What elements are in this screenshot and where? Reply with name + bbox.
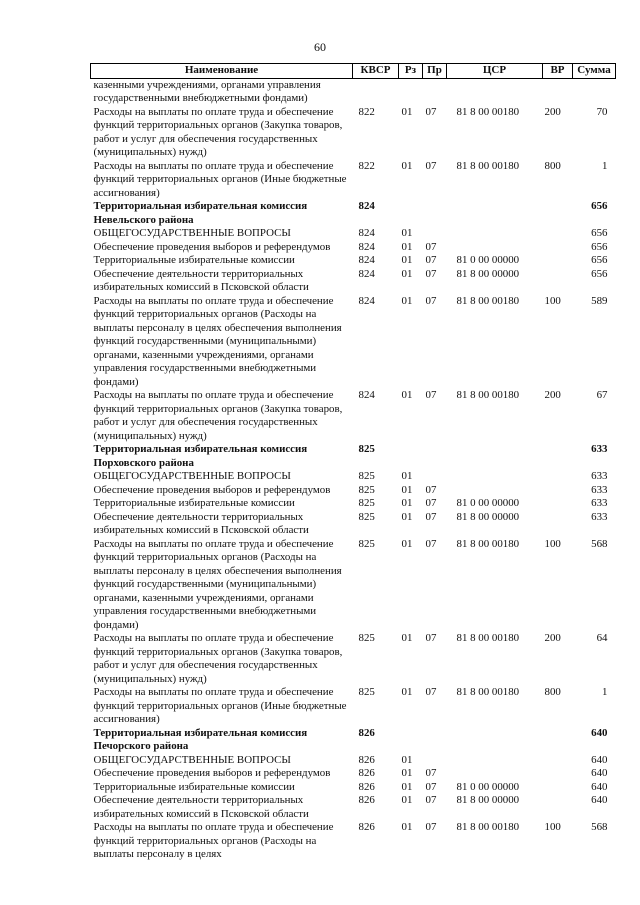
cell-vr: 200 <box>544 105 561 118</box>
header-row <box>91 64 616 79</box>
cell-csr: 81 8 00 00180 <box>456 294 520 307</box>
cell-name: Территориальные избирательные комиссии <box>93 780 295 793</box>
table-header <box>91 64 616 79</box>
cell-sum: 640 <box>591 767 608 779</box>
cell-name: ОБЩЕГОСУДАРСТВЕННЫЕ ВОПРОСЫ <box>93 470 291 482</box>
cell-csr: 81 0 00 00000 <box>456 254 520 266</box>
cell-sum: 640 <box>591 726 608 739</box>
cell-name: ОБЩЕГОСУДАРСТВЕННЫЕ ВОПРОСЫ <box>93 753 291 766</box>
cell-pr: 07 <box>425 821 437 833</box>
cell-csr <box>447 470 543 484</box>
table-row <box>91 295 616 390</box>
cell-vr <box>543 268 573 295</box>
table-row <box>91 389 616 443</box>
cell-csr: 81 8 00 00180 <box>456 632 520 644</box>
cell-name: Обеспечение проведения выборов и референдумов <box>93 240 331 253</box>
cell-kvsr: 826 <box>358 726 375 739</box>
cell-csr: 81 0 00 00000 <box>456 497 520 509</box>
cell-csr <box>447 484 543 498</box>
cell-vr <box>543 254 573 268</box>
cell-kvsr: 825 <box>358 443 375 455</box>
cell-kvsr: 826 <box>358 767 375 779</box>
cell-csr: 81 8 00 00000 <box>456 267 520 280</box>
cell-csr <box>447 754 543 768</box>
cell-csr <box>447 78 543 106</box>
cell-rz: 01 <box>401 497 413 509</box>
cell-vr: 200 <box>544 389 561 401</box>
table-row <box>91 497 616 511</box>
table-row <box>91 227 616 241</box>
table-row <box>91 268 616 295</box>
cell-rz: 01 <box>401 240 413 253</box>
table-row <box>91 754 616 768</box>
cell-name: Расходы на выплаты по оплате труда и обеспечение функций территориальных органов (Расходы на выплаты персоналу в целях обеспечения выполнения функций государственными (муниципальными) органами, казенными учреждениями, органами управления государственными внебюджетными фондами) <box>93 294 342 388</box>
cell-rz: 01 <box>401 294 413 307</box>
cell-rz: 01 <box>401 686 413 698</box>
header-csr: ЦСР <box>447 64 543 79</box>
cell-rz: 01 <box>401 227 413 239</box>
cell-vr: 100 <box>544 537 561 550</box>
cell-kvsr: 824 <box>358 227 375 239</box>
cell-vr <box>543 767 573 781</box>
cell-rz: 01 <box>401 389 413 401</box>
header-name: Наименование <box>91 64 353 79</box>
cell-rz <box>399 200 423 227</box>
table-row <box>91 443 616 470</box>
table-row <box>91 241 616 255</box>
table-row <box>91 484 616 498</box>
cell-rz: 01 <box>401 470 413 482</box>
cell-pr: 07 <box>425 686 437 698</box>
table-row <box>91 160 616 201</box>
cell-vr <box>543 781 573 795</box>
cell-vr <box>543 754 573 768</box>
table-row <box>91 781 616 795</box>
cell-name: Расходы на выплаты по оплате труда и обеспечение функций территориальных органов (Расходы на выплаты персоналу в целях <box>93 821 334 860</box>
table-row <box>91 632 616 686</box>
cell-csr <box>447 767 543 781</box>
cell-name: Территориальные избирательные комиссии <box>93 497 295 509</box>
cell-sum: 633 <box>591 483 608 496</box>
cell-vr: 800 <box>544 159 561 172</box>
cell-pr: 07 <box>425 105 437 118</box>
table-row <box>91 538 616 633</box>
cell-vr <box>543 511 573 538</box>
cell-vr: 800 <box>544 686 561 698</box>
cell-csr: 81 8 00 00180 <box>456 159 520 172</box>
cell-name: Обеспечение деятельности территориальных избирательных комиссий в Псковской области <box>93 267 309 293</box>
table-row <box>91 106 616 160</box>
cell-rz: 01 <box>401 254 413 266</box>
cell-csr: 81 8 00 00180 <box>456 686 520 698</box>
cell-vr <box>543 78 573 106</box>
table-row <box>91 254 616 268</box>
cell-sum: 64 <box>596 632 608 644</box>
cell-kvsr: 825 <box>358 686 375 698</box>
cell-kvsr: 826 <box>358 753 375 766</box>
cell-csr: 81 8 00 00180 <box>456 537 520 550</box>
cell-csr: 81 8 00 00000 <box>456 794 520 806</box>
cell-rz: 01 <box>401 537 413 550</box>
cell-vr <box>543 497 573 511</box>
cell-kvsr: 825 <box>358 632 375 644</box>
cell-pr: 07 <box>425 767 437 779</box>
cell-kvsr: 824 <box>358 240 375 253</box>
cell-name: казенными учреждениями, органами управления государственными внебюджетными фондами) <box>93 78 321 104</box>
cell-pr: 07 <box>425 632 437 644</box>
cell-vr: 100 <box>544 821 561 833</box>
cell-kvsr: 824 <box>358 389 375 401</box>
table-row <box>91 686 616 727</box>
cell-sum: 640 <box>591 794 608 806</box>
table-row <box>91 767 616 781</box>
cell-name: Расходы на выплаты по оплате труда и обеспечение функций территориальных органов (Закупка товаров, работ и услуг для обеспечения государственных (муниципальных) нужд) <box>93 389 343 442</box>
cell-rz: 01 <box>401 632 413 644</box>
cell-sum: 1 <box>602 159 608 172</box>
cell-sum: 640 <box>591 753 608 766</box>
cell-sum <box>573 78 616 106</box>
table-row <box>91 727 616 754</box>
cell-pr <box>423 227 447 241</box>
cell-vr <box>543 200 573 227</box>
cell-sum: 656 <box>591 254 608 266</box>
cell-kvsr: 825 <box>358 470 375 482</box>
cell-kvsr: 822 <box>358 105 375 118</box>
cell-name: Расходы на выплаты по оплате труда и обеспечение функций территориальных органов (Расходы на выплаты персоналу в целях обеспечения выполнения функций государственными (муниципальными) органами, казенными учреждениями, органами управления государственными внебюджетными фондами) <box>93 537 342 631</box>
cell-rz: 01 <box>401 483 413 496</box>
cell-pr <box>423 754 447 768</box>
cell-vr: 100 <box>544 294 561 307</box>
cell-vr <box>543 443 573 470</box>
table-row <box>91 511 616 538</box>
cell-sum: 633 <box>591 443 608 455</box>
cell-pr <box>423 78 447 106</box>
cell-name: Территориальная избирательная комиссия Невельского района <box>93 200 308 226</box>
cell-csr <box>447 227 543 241</box>
cell-name: Обеспечение деятельности территориальных избирательных комиссий в Псковской области <box>93 794 309 820</box>
header-kvsr: КВСР <box>353 64 399 79</box>
cell-kvsr: 825 <box>358 537 375 550</box>
cell-rz: 01 <box>401 267 413 280</box>
cell-pr: 07 <box>425 254 437 266</box>
cell-pr: 07 <box>425 497 437 509</box>
cell-name: Расходы на выплаты по оплате труда и обеспечение функций территориальных органов (Закупка товаров, работ и услуг для обеспечения государственных (муниципальных) нужд) <box>93 105 343 158</box>
cell-csr: 81 8 00 00000 <box>456 510 520 523</box>
table-row <box>91 821 616 862</box>
cell-pr: 07 <box>425 240 437 253</box>
header-vr: ВР <box>543 64 573 79</box>
page-number: 60 <box>314 40 326 54</box>
cell-sum: 67 <box>596 389 608 401</box>
cell-rz <box>399 443 423 470</box>
cell-name: Территориальные избирательные комиссии <box>93 254 295 266</box>
cell-kvsr: 826 <box>358 794 375 806</box>
cell-sum: 568 <box>591 537 608 550</box>
cell-sum: 589 <box>591 294 608 307</box>
cell-vr: 200 <box>544 632 561 644</box>
cell-rz: 01 <box>401 105 413 118</box>
cell-rz: 01 <box>401 794 413 806</box>
cell-pr: 07 <box>425 159 437 172</box>
cell-vr <box>543 484 573 498</box>
cell-pr <box>423 470 447 484</box>
cell-kvsr: 825 <box>358 483 375 496</box>
cell-kvsr: 824 <box>358 267 375 280</box>
cell-pr <box>423 443 447 470</box>
cell-vr <box>543 227 573 241</box>
cell-csr <box>447 443 543 470</box>
cell-name: Территориальная избирательная комиссия Порховского района <box>93 443 308 469</box>
cell-kvsr: 825 <box>358 510 375 523</box>
table-body <box>91 78 616 862</box>
cell-sum: 633 <box>591 510 608 523</box>
cell-rz: 01 <box>401 159 413 172</box>
cell-sum: 656 <box>591 200 608 212</box>
cell-rz: 01 <box>401 753 413 766</box>
cell-sum: 640 <box>591 780 608 793</box>
cell-pr <box>423 727 447 754</box>
cell-pr: 07 <box>425 780 437 793</box>
cell-vr <box>543 727 573 754</box>
cell-pr: 07 <box>425 794 437 806</box>
cell-vr <box>543 470 573 484</box>
table-row <box>91 78 616 106</box>
header-pr: Пр <box>423 64 447 79</box>
cell-name: Территориальная избирательная комиссия Печорского района <box>93 726 308 752</box>
cell-csr: 81 8 00 00180 <box>456 821 520 833</box>
cell-pr: 07 <box>425 294 437 307</box>
cell-pr <box>423 200 447 227</box>
cell-sum: 633 <box>591 470 608 482</box>
cell-sum: 568 <box>591 821 608 833</box>
cell-kvsr: 824 <box>358 294 375 307</box>
cell-kvsr: 826 <box>358 821 375 833</box>
cell-name: Расходы на выплаты по оплате труда и обеспечение функций территориальных органов (Иные бюджетные ассигнования) <box>93 686 347 725</box>
table-row <box>91 200 616 227</box>
cell-csr <box>447 727 543 754</box>
cell-csr <box>447 241 543 255</box>
cell-rz <box>399 78 423 106</box>
cell-pr: 07 <box>425 389 437 401</box>
cell-sum: 656 <box>591 240 608 253</box>
cell-name: Обеспечение проведения выборов и референдумов <box>93 483 331 496</box>
cell-rz <box>399 727 423 754</box>
header-sum: Сумма <box>573 64 616 79</box>
cell-name: Обеспечение проведения выборов и референдумов <box>93 767 331 779</box>
header-rz: Рз <box>399 64 423 79</box>
cell-kvsr: 824 <box>358 200 375 212</box>
cell-name: Расходы на выплаты по оплате труда и обеспечение функций территориальных органов (Закупка товаров, работ и услуг для обеспечения государственных (муниципальных) нужд) <box>93 632 343 685</box>
cell-kvsr: 825 <box>358 497 375 509</box>
cell-pr: 07 <box>425 483 437 496</box>
cell-sum: 1 <box>602 686 608 698</box>
cell-kvsr: 822 <box>358 159 375 172</box>
table-row <box>91 794 616 821</box>
cell-csr <box>447 200 543 227</box>
cell-vr <box>543 794 573 821</box>
cell-rz: 01 <box>401 767 413 779</box>
cell-csr: 81 0 00 00000 <box>456 780 520 793</box>
cell-rz: 01 <box>401 510 413 523</box>
cell-pr: 07 <box>425 537 437 550</box>
cell-sum: 656 <box>591 227 608 239</box>
cell-name: Расходы на выплаты по оплате труда и обеспечение функций территориальных органов (Иные бюджетные ассигнования) <box>93 159 347 199</box>
table-row <box>91 470 616 484</box>
cell-csr: 81 8 00 00180 <box>456 105 520 118</box>
cell-csr: 81 8 00 00180 <box>456 389 520 401</box>
cell-kvsr <box>353 78 399 106</box>
cell-rz: 01 <box>401 821 413 833</box>
cell-pr: 07 <box>425 267 437 280</box>
cell-rz: 01 <box>401 780 413 793</box>
cell-sum: 633 <box>591 497 608 509</box>
cell-sum: 656 <box>591 267 608 280</box>
cell-name: ОБЩЕГОСУДАРСТВЕННЫЕ ВОПРОСЫ <box>93 227 291 239</box>
cell-name: Обеспечение деятельности территориальных избирательных комиссий в Псковской области <box>93 510 309 536</box>
cell-pr: 07 <box>425 510 437 523</box>
cell-vr <box>543 241 573 255</box>
budget-table <box>90 63 616 862</box>
cell-sum: 70 <box>596 105 608 118</box>
cell-kvsr: 824 <box>358 254 375 266</box>
cell-kvsr: 826 <box>358 780 375 793</box>
